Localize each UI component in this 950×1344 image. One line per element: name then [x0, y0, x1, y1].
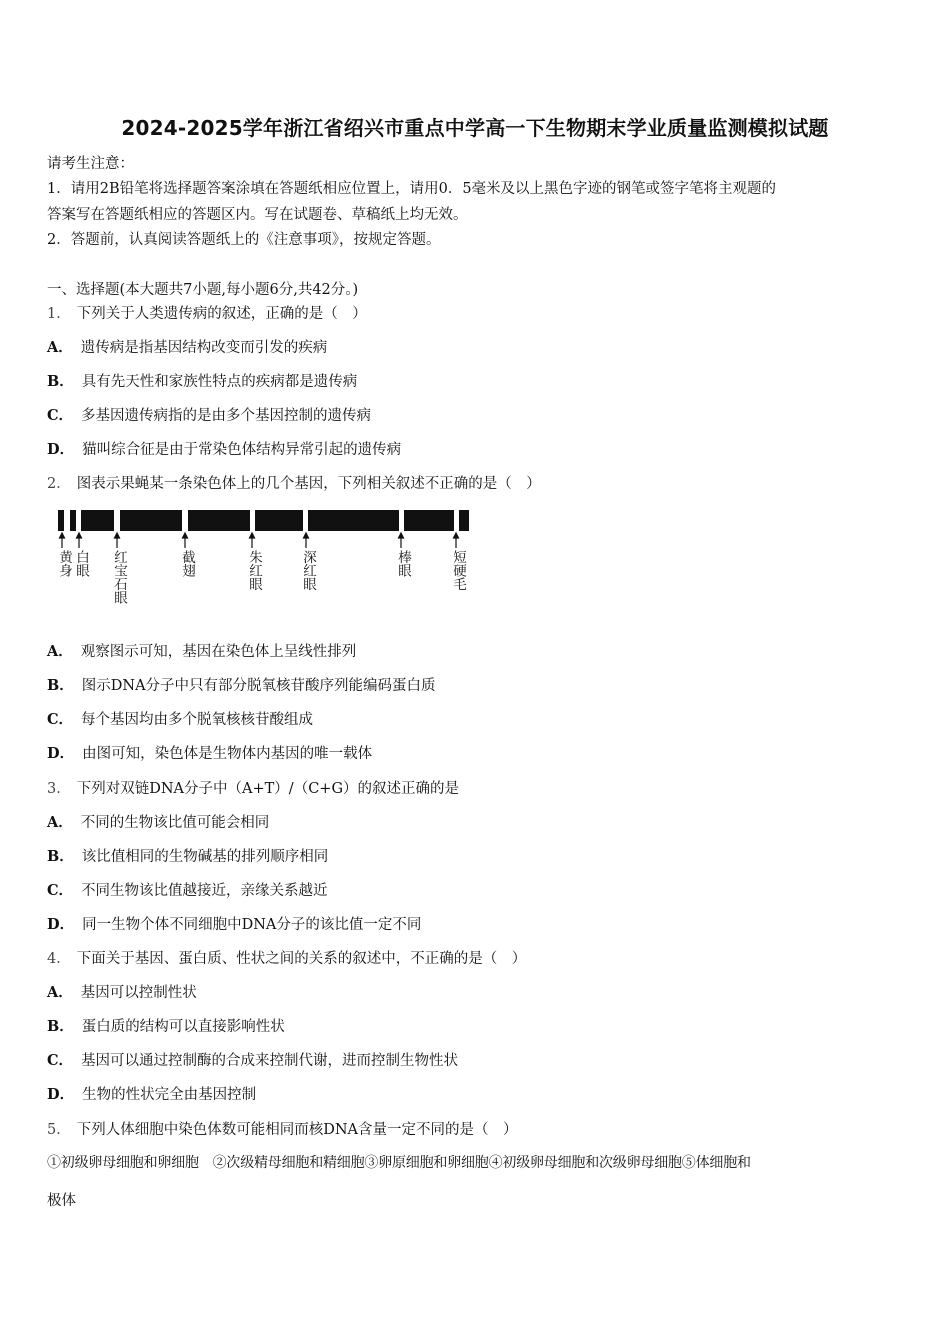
page-title: 2024-2025学年浙江省绍兴市重点中学高一下生物期末学业质量监测模拟试题: [121, 116, 829, 140]
notice-heading: 请考生注意：: [47, 156, 134, 172]
arrow-head-icon: [60, 533, 65, 538]
option-text: 蛋白质的结构可以直接影响性状: [81, 1019, 285, 1035]
question-number: 4．: [47, 951, 71, 967]
question-1: [47, 302, 367, 323]
notice-item-1-line-2: 答案写在答题纸相应的答题区内。写在试题卷、草稿纸上均无效。: [47, 207, 468, 223]
chromosome-segment: [255, 510, 303, 531]
option-text: 同一生物个体不同细胞中DNA分子的该比值一定不同: [82, 917, 422, 933]
gene-label: 深红眼: [300, 550, 316, 591]
arrow-head-icon: [454, 533, 459, 538]
option-2a: [47, 640, 356, 661]
question-4: [47, 947, 526, 968]
option-3a: [47, 811, 269, 832]
option-3d: [47, 913, 421, 934]
option-letter: D．: [47, 745, 75, 762]
option-letter: B．: [47, 677, 74, 694]
question-stem: 下列人体细胞中染色体数可能相同而核DNA含量一定不同的是（ ）: [76, 1122, 518, 1138]
option-text: 生物的性状完全由基因控制: [82, 1087, 257, 1103]
question-number: 3．: [47, 781, 71, 797]
option-letter: A．: [47, 643, 73, 660]
option-2c: [47, 708, 313, 729]
option-letter: C．: [47, 711, 74, 728]
option-letter: A．: [47, 814, 73, 831]
option-letter: C．: [47, 407, 74, 424]
question-number: 2．: [47, 476, 71, 492]
question-3: [47, 777, 459, 798]
notice-item-1-line-1: 1．请用2B铅笔将选择题答案涂填在答题纸相应位置上，请用0．5毫米及以上黑色字迹的钢笔或签字笔将主观题的: [47, 181, 777, 197]
option-1b: [47, 370, 357, 391]
chromosome-segment: [404, 510, 454, 531]
gene-label: 短硬毛: [450, 550, 466, 591]
arrow-head-icon: [304, 533, 309, 538]
option-letter: B．: [47, 373, 74, 390]
option-text: 不同生物该比值越接近，亲缘关系越近: [81, 883, 328, 899]
option-4b: [47, 1015, 285, 1036]
option-letter: A．: [47, 339, 73, 356]
chromosome-segment: [81, 510, 114, 531]
question-stem: 下面关于基因、蛋白质、性状之间的关系的叙述中，不正确的是（ ）: [76, 951, 527, 967]
question-stem: 下列对双链DNA分子中（A+T）/（C+G）的叙述正确的是: [76, 781, 460, 797]
option-1d: [47, 438, 401, 459]
option-letter: B．: [47, 1018, 74, 1035]
question-stem: 图表示果蝇某一条染色体上的几个基因，下列相关叙述不正确的是（ ）: [76, 476, 541, 492]
option-text: 具有先天性和家族性特点的疾病都是遗传病: [81, 374, 358, 390]
notice-item-2: 2．答题前，认真阅读答题纸上的《注意事项》，按规定答题。: [47, 232, 441, 248]
option-text: 由图可知，染色体是生物体内基因的唯一载体: [82, 746, 373, 762]
chromosome-segment: [188, 510, 250, 531]
option-1a: [47, 336, 327, 357]
arrow-head-icon: [115, 533, 120, 538]
option-1c: [47, 404, 371, 425]
section-heading: 一、选择题(本大题共7小题,每小题6分,共42分。): [47, 282, 359, 298]
option-letter: C．: [47, 882, 74, 899]
question-5-items-line-2: 极体: [47, 1193, 76, 1209]
option-text: 不同的生物该比值可能会相同: [80, 815, 270, 831]
option-letter: D．: [47, 1086, 75, 1103]
arrow-head-icon: [77, 533, 82, 538]
question-5: [47, 1118, 518, 1139]
option-2d: [47, 742, 372, 763]
question-number: 5．: [47, 1122, 71, 1138]
option-3c: [47, 879, 328, 900]
option-text: 每个基因均由多个脱氧核核苷酸组成: [81, 712, 314, 728]
gene-label: 棒眼: [395, 550, 411, 577]
chromosome-segment: [459, 510, 469, 531]
option-3b: [47, 845, 328, 866]
arrow-head-icon: [399, 533, 404, 538]
option-text: 该比值相同的生物碱基的排列顺序相同: [81, 849, 329, 865]
question-stem: 下列关于人类遗传病的叙述，正确的是（ ）: [76, 306, 367, 322]
option-2b: [47, 674, 436, 695]
gene-label: 红宝石眼: [111, 550, 127, 604]
option-letter: D．: [47, 441, 75, 458]
option-text: 观察图示可知，基因在染色体上呈线性排列: [80, 644, 357, 660]
arrow-head-icon: [250, 533, 255, 538]
option-text: 猫叫综合征是由于常染色体结构异常引起的遗传病: [82, 442, 402, 458]
gene-label: 截翅: [179, 550, 195, 577]
chromosome-segment: [308, 510, 399, 531]
chromosome-segment: [70, 510, 76, 531]
option-text: 基因可以通过控制酶的合成来控制代谢，进而控制生物性状: [81, 1053, 459, 1069]
question-2: [47, 472, 541, 493]
option-letter: C．: [47, 1052, 74, 1069]
question-5-items-line-1: ①初级卵母细胞和卵细胞 ②次级精母细胞和精细胞③卵原细胞和卵细胞④初级卵母细胞和次级卵母细胞⑤体细胞和: [47, 1155, 751, 1171]
option-letter: D．: [47, 916, 75, 933]
option-4a: [47, 981, 197, 1002]
option-text: 图示DNA分子中只有部分脱氧核苷酸序列能编码蛋白质: [81, 678, 436, 694]
option-text: 基因可以控制性状: [80, 985, 197, 1001]
option-text: 遗传病是指基因结构改变而引发的疾病: [80, 340, 328, 356]
chromosome-figure: [50, 506, 480, 556]
arrow-head-icon: [183, 533, 188, 538]
chromosome-segment: [120, 510, 182, 531]
question-number: 1．: [47, 306, 71, 322]
option-letter: A．: [47, 984, 73, 1001]
option-letter: B．: [47, 848, 74, 865]
chromosome-segment: [58, 510, 64, 531]
gene-label: 白眼: [73, 550, 89, 577]
option-4c: [47, 1049, 458, 1070]
gene-label: 黄身: [56, 550, 72, 577]
gene-label: 朱红眼: [246, 550, 262, 591]
option-4d: [47, 1083, 256, 1104]
option-text: 多基因遗传病指的是由多个基因控制的遗传病: [81, 408, 372, 424]
